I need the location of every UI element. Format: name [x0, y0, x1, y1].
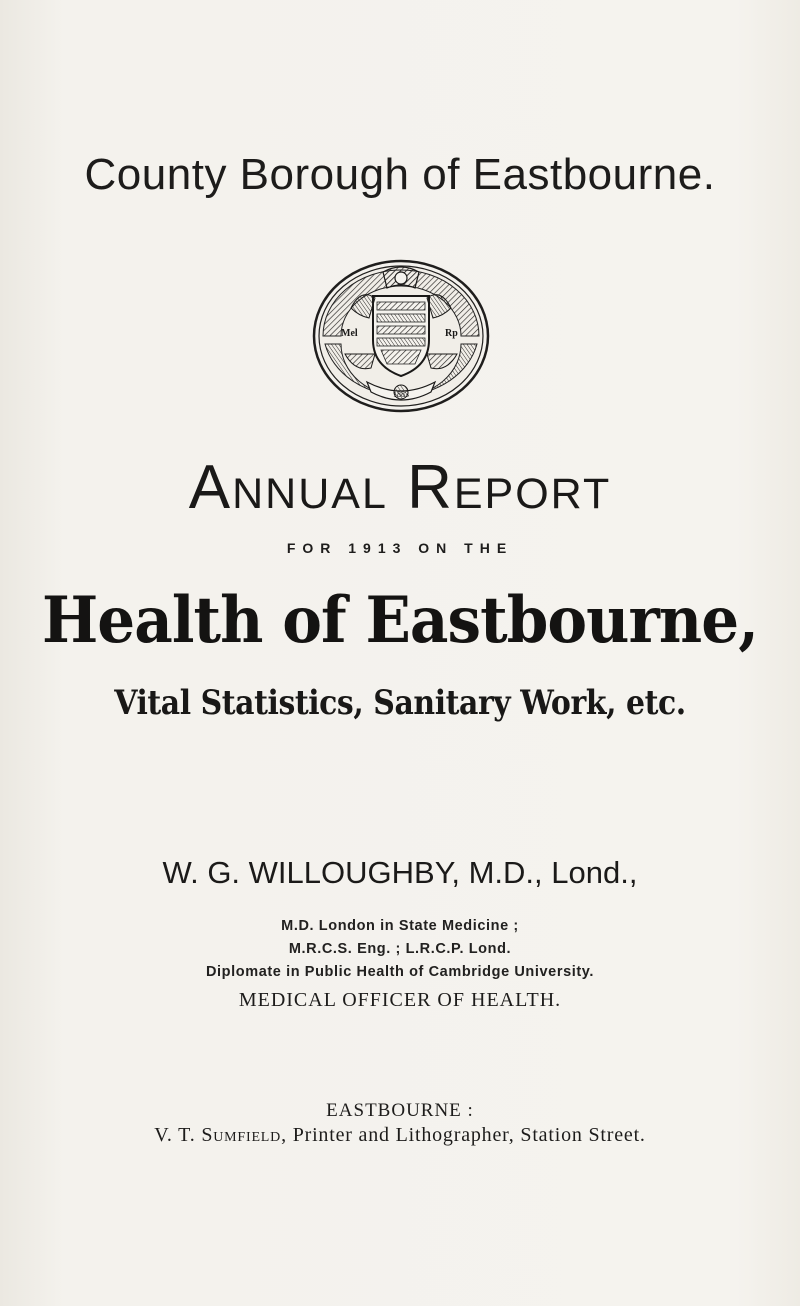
report-topics: Vital Statistics, Sanitary Work, etc.: [114, 683, 686, 723]
printer-initials: V. T.: [154, 1124, 196, 1146]
seal-icon: [311, 258, 491, 414]
printer-surname: Sumfield,: [201, 1124, 287, 1146]
seal-text-left: Mel: [341, 328, 358, 339]
author-qualification: Diplomate in Public Health of Cambridge University.: [205, 964, 595, 980]
author-role: MEDICAL OFFICER OF HEALTH.: [238, 989, 562, 1011]
imprint-town: EASTBOURNE :: [326, 1100, 474, 1121]
seal-text-right: Rp: [445, 328, 458, 339]
author-qualification: M.D. London in State Medicine ;: [281, 918, 519, 934]
borough-seal: [311, 258, 491, 414]
borough-heading: County Borough of Eastbourne.: [84, 150, 716, 199]
printer-trade: Printer and Lithographer, Station Street.: [292, 1124, 646, 1146]
author-qualification: M.R.C.S. Eng. ; L.R.C.P. Lond.: [288, 941, 512, 957]
author-name: W. G. WILLOUGHBY, M.D., Lond.,: [162, 855, 638, 890]
seal-year: 1883: [393, 390, 409, 399]
report-subtitle: FOR 1913 ON THE: [286, 540, 514, 556]
imprint-printer: [0, 1124, 800, 1147]
report-subject: Health of Eastbourne,: [41, 583, 759, 658]
report-title: Annual Report: [188, 453, 612, 522]
